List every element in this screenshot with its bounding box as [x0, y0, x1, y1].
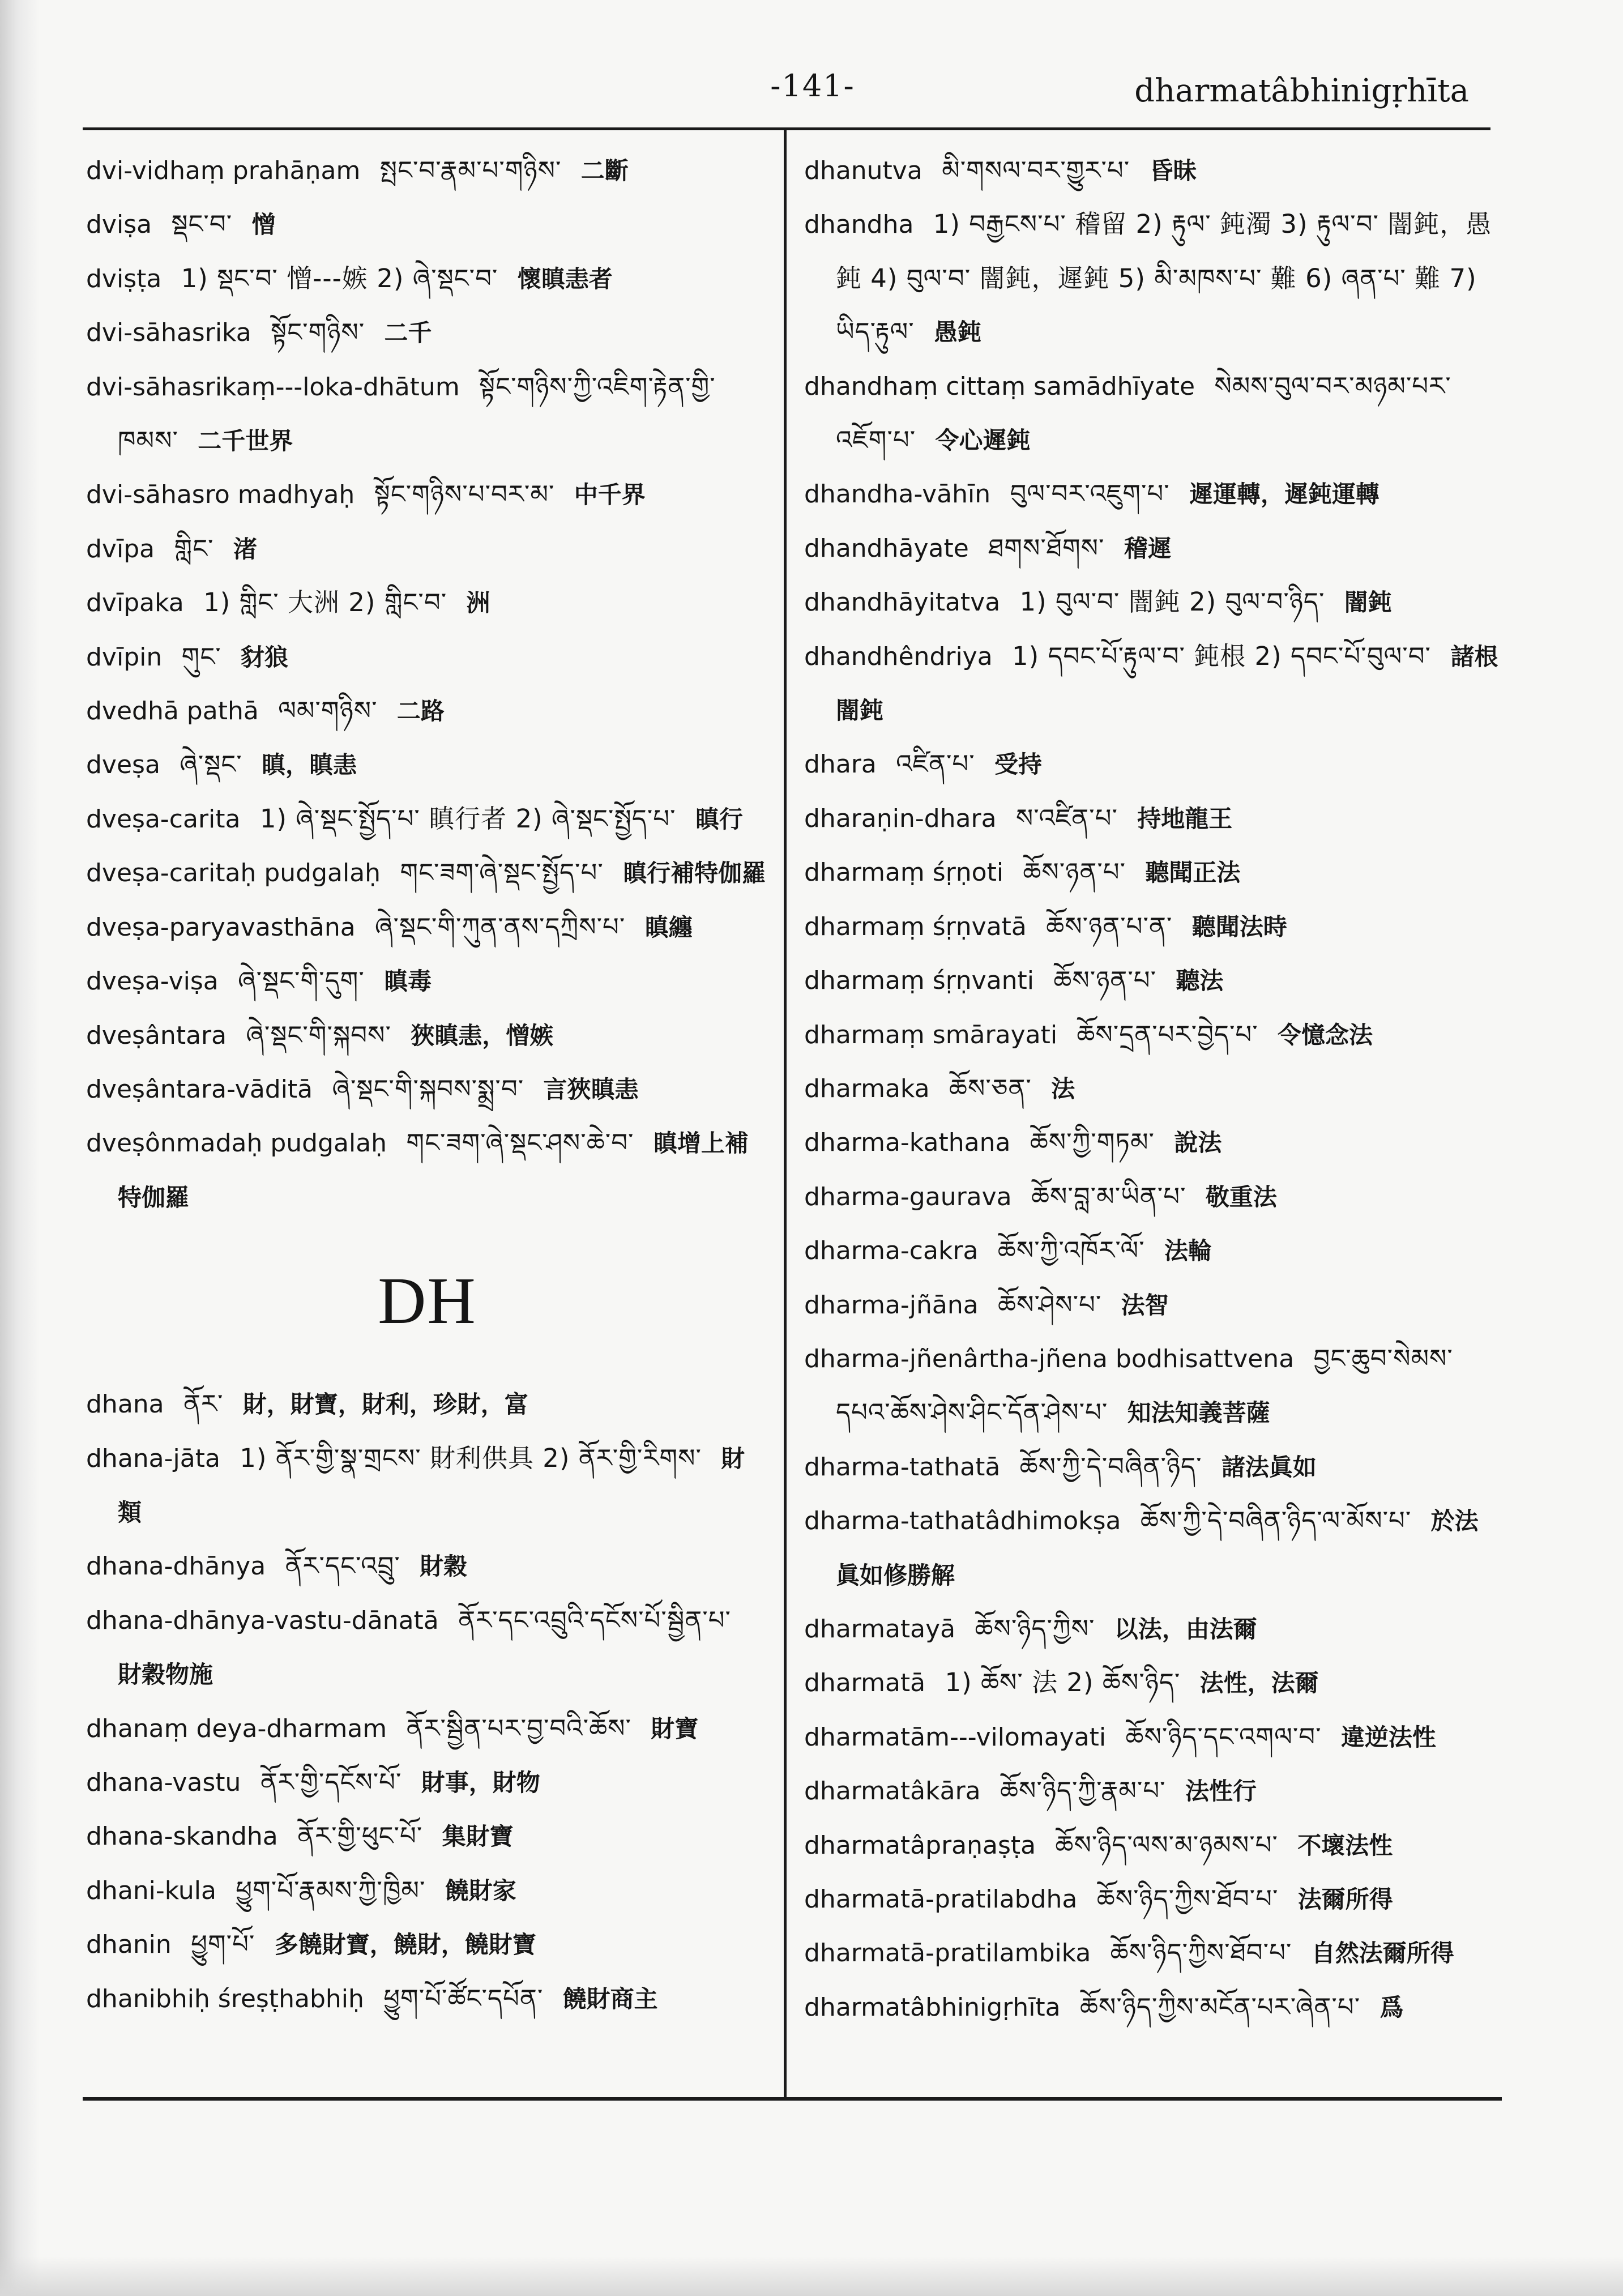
- entry-chinese: 財事，財物: [421, 1768, 540, 1796]
- entry-tibetan: 1) ཞེ་སྡང་སྤྱོད་པ་ 瞋行者 2) ཞེ་སྡང་སྤྱོད་པ་: [259, 803, 676, 834]
- entry-tibetan: 1) ཆོས་ 法 2) ཆོས་ཉིད་: [945, 1667, 1181, 1698]
- entry-chinese: 集財寶: [442, 1823, 514, 1851]
- dictionary-entry: [804, 575, 1501, 629]
- entry-tibetan: བྱང་ཆུབ་སེམས་དཔའ་ཆོས་ཤེས་ཤིང་དོན་ཤེས་པ་: [836, 1343, 1453, 1428]
- entry-chinese: 法輪: [1164, 1237, 1212, 1265]
- entry-tibetan: 1) ནོར་གྱི་སྣ་གྲངས་ 財利供具 2) ནོར་གྱི་རིགས་: [240, 1443, 702, 1473]
- entry-chinese: 受持: [994, 750, 1043, 779]
- entry-chinese: 瞋，瞋恚: [261, 751, 357, 779]
- entry-tibetan: མི་གསལ་བར་གྱུར་པ་: [942, 155, 1130, 185]
- dictionary-entry: [804, 1602, 1501, 1656]
- dictionary-entry: [86, 1377, 768, 1431]
- entry-headword: dharmatayā: [804, 1614, 956, 1644]
- dictionary-entry: [86, 1972, 768, 2026]
- entry-chinese: 瞋行補特伽羅: [623, 859, 766, 887]
- dictionary-entry: [86, 1594, 768, 1702]
- section-heading: DH: [378, 1264, 477, 1338]
- entry-tibetan: ལམ་གཉིས་: [278, 695, 378, 726]
- entry-chinese: 瞋纏: [644, 913, 693, 941]
- dictionary-entry: [804, 1062, 1501, 1116]
- entry-chinese: 聽聞法時: [1191, 912, 1287, 941]
- entry-chinese: 財穀: [420, 1552, 468, 1581]
- entry-headword: dveṣônmadaḥ pudgalaḥ: [86, 1129, 387, 1158]
- dictionary-entry: [804, 1764, 1501, 1818]
- dictionary-entry: [86, 1756, 768, 1810]
- entry-chinese: 昏昧: [1149, 157, 1197, 185]
- entry-headword: dhana-vastu: [86, 1768, 241, 1797]
- entry-headword: dharma-jñenârtha-jñena bodhisattvena: [804, 1344, 1295, 1373]
- entry-headword: dhanibhiḥ śreṣṭhabhiḥ: [86, 1984, 364, 2013]
- entry-headword: dhandhêndriya: [804, 642, 993, 671]
- entry-headword: dhandha: [804, 210, 914, 240]
- entry-tibetan: ཞེ་སྡང་གི་དུག་: [238, 966, 365, 996]
- entry-headword: dharma-tathatā: [804, 1452, 1001, 1482]
- entry-headword: dharmaṃ śṛṇvanti: [804, 966, 1035, 996]
- entry-chinese: 持地龍王: [1137, 804, 1233, 833]
- entry-chinese: 中千界: [574, 481, 646, 509]
- entry-tibetan: ཆོས་ཅན་: [949, 1073, 1032, 1103]
- dictionary-entry: [86, 792, 768, 846]
- entry-tibetan: ནོར་དང་འབྲུའི་དངོས་པོ་སྦྱིན་པ་: [458, 1604, 731, 1635]
- entry-tibetan: སེམས་བུལ་བར་མཉམ་པར་འཇོག་པ་: [836, 370, 1451, 455]
- entry-chinese: 多饒財寶，饒財，饒財寶: [274, 1931, 536, 1959]
- entry-chinese: 於法眞如修勝解: [836, 1507, 1479, 1589]
- entry-chinese: 饒財商主: [562, 1985, 658, 2013]
- entry-tibetan: ནོར་སྦྱིན་པར་བྱ་བའི་ཆོས་: [406, 1713, 631, 1743]
- page-number: -141-: [770, 68, 855, 104]
- dictionary-entry: [86, 522, 768, 576]
- dictionary-entry: [804, 1116, 1501, 1170]
- entry-tibetan: ཆོས་ཉིད་ལས་མ་ཉམས་པ་: [1055, 1829, 1278, 1860]
- dictionary-entry: [804, 1981, 1501, 2034]
- dictionary-entry: [804, 522, 1501, 575]
- entry-headword: dveṣântara-vāditā: [86, 1074, 313, 1104]
- entry-headword: dhanaṃ deya-dharmam: [86, 1714, 387, 1743]
- entry-headword: dveṣântara: [86, 1021, 227, 1050]
- entry-chinese: 洲: [466, 589, 490, 617]
- entry-headword: dviṣa: [86, 210, 152, 240]
- entry-tibetan: སྡང་བ་: [171, 209, 233, 240]
- entry-tibetan: སྟོང་གཉིས་: [271, 317, 365, 348]
- entry-headword: dhana: [86, 1390, 164, 1419]
- dictionary-entry: [804, 467, 1501, 521]
- dictionary-entry: [86, 1918, 768, 1971]
- entry-tibetan: ཞེ་སྡང་: [180, 749, 242, 780]
- dictionary-entry: [804, 1710, 1501, 1764]
- entry-chinese: 饒財家: [445, 1876, 516, 1905]
- entry-tibetan: སྟོང་གཉིས་ཀྱི་འཇིག་རྟེན་གྱི་ཁམས་: [118, 371, 716, 456]
- entry-chinese: 法: [1051, 1074, 1075, 1103]
- entry-headword: dhana-skandha: [86, 1822, 278, 1851]
- entry-headword: dharmaṃ śṛṇoti: [804, 858, 1004, 887]
- dictionary-entry: [804, 360, 1501, 468]
- dictionary-entry: [804, 1656, 1501, 1710]
- entry-chinese: 令心遲鈍: [935, 426, 1031, 455]
- entry-chinese: 稽遲: [1124, 534, 1172, 562]
- dictionary-entry: [86, 1539, 768, 1593]
- entry-tibetan: ཆོས་ཤེས་པ་: [998, 1289, 1102, 1320]
- entry-tibetan: ཐགས་ཐོགས་: [988, 532, 1105, 563]
- entry-tibetan: ཕྱུག་པོ་: [191, 1929, 255, 1960]
- dictionary-entry: [86, 144, 768, 198]
- dictionary-entry: [86, 630, 768, 684]
- entry-chinese: 言狹瞋恚: [543, 1075, 639, 1103]
- entry-tibetan: 1) སྡང་བ་ 憎---嫉 2) ཞེ་སྡང་བ་: [181, 263, 498, 293]
- entry-tibetan: ཆོས་ཉིད་ཀྱི་རྣམ་པ་: [1000, 1776, 1166, 1806]
- dictionary-entry: [86, 1702, 768, 1756]
- dictionary-entry: [86, 1864, 768, 1918]
- dictionary-entry: [86, 468, 768, 522]
- entry-chinese: 諸法眞如: [1221, 1453, 1317, 1481]
- entry-chinese: 以法，由法爾: [1114, 1615, 1257, 1643]
- entry-chinese: 財，財寶，財利，珍財，富: [242, 1390, 528, 1419]
- entry-tibetan: ཆོས་ཉིད་དང་འགལ་བ་: [1125, 1721, 1322, 1752]
- entry-tibetan: ས་འཛིན་པ་: [1015, 803, 1118, 833]
- entry-headword: dharma-gaurava: [804, 1182, 1012, 1211]
- left-column: [86, 144, 768, 2026]
- scan-shadow-bottom: [0, 2256, 1623, 2296]
- entry-tibetan: ཆོས་ཀྱི་དེ་བཞིན་ཉིད་ལ་མོས་པ་: [1140, 1505, 1412, 1536]
- entry-headword: dvedhā pathā: [86, 697, 259, 726]
- entry-chinese: 瞋行: [695, 805, 743, 833]
- entry-chinese: 聽聞正法: [1145, 859, 1241, 887]
- entry-headword: dhandha-vāhīn: [804, 480, 991, 509]
- entry-tibetan: ཆོས་ཉིད་ཀྱིས་མངོན་པར་ཞེན་པ་: [1079, 1991, 1361, 2022]
- running-head: dharmatâbhinigṛhīta: [1134, 72, 1469, 109]
- entry-chinese: 令憶念法: [1278, 1021, 1373, 1049]
- scan-shadow-left: [0, 0, 40, 2296]
- entry-chinese: 二千世界: [198, 427, 293, 455]
- entry-tibetan: བུལ་བར་འཇུག་པ་: [1010, 479, 1170, 509]
- entry-tibetan: ཆོས་ཉན་པ་ན་: [1046, 911, 1173, 941]
- header-rule: [83, 127, 1490, 130]
- entry-headword: dvīpaka: [86, 588, 184, 618]
- entry-headword: dvi-sāhasrika: [86, 318, 251, 348]
- entry-headword: dharmatā-pratilabdha: [804, 1885, 1078, 1914]
- footer-rule: [83, 2097, 1502, 2101]
- entry-chinese: 二路: [396, 697, 445, 725]
- entry-chinese: 豺狼: [240, 643, 288, 671]
- entry-headword: dveṣa-caritaḥ pudgalaḥ: [86, 859, 381, 888]
- entry-tibetan: ཆོས་ཉིད་ཀྱིས་ཐོབ་པ་: [1096, 1884, 1279, 1914]
- entry-chinese: 違逆法性: [1340, 1723, 1436, 1751]
- dictionary-entry: [804, 1819, 1501, 1872]
- entry-headword: dvi-vidhaṃ prahāṇam: [86, 156, 361, 185]
- dictionary-entry: [86, 684, 768, 738]
- dictionary-entry: [86, 1116, 768, 1224]
- dictionary-entry: [804, 630, 1501, 738]
- entry-headword: dviṣṭa: [86, 264, 162, 293]
- dictionary-entry: [86, 1062, 768, 1116]
- entry-tibetan: 1) གླིང་ 大洲 2) གླིང་བ་: [203, 587, 447, 618]
- entry-headword: dhandhaṃ cittaṃ samādhīyate: [804, 372, 1195, 401]
- entry-chinese: 憎: [251, 211, 276, 239]
- entry-headword: dharmaka: [804, 1074, 930, 1103]
- column-divider: [784, 129, 787, 2099]
- entry-headword: dhandhāyitatva: [804, 588, 1001, 617]
- left-entries-dv: [86, 144, 768, 1224]
- dictionary-entry: [804, 737, 1501, 791]
- dictionary-entry: [804, 1926, 1501, 1980]
- entry-tibetan: གླིང་: [174, 533, 214, 564]
- entry-tibetan: 1) དབང་པོ་རྟུལ་བ་ 鈍根 2) དབང་པོ་བུལ་བ་: [1012, 641, 1431, 671]
- entry-tibetan: ཞེ་སྡང་གི་ཀུན་ནས་དཀྲིས་པ་: [374, 911, 626, 942]
- entry-headword: dvīpa: [86, 534, 155, 564]
- entry-headword: dharma-tathatâdhimokṣa: [804, 1507, 1121, 1536]
- dictionary-entry: [86, 252, 768, 306]
- entry-tibetan: ཕྱུག་པོ་ཚོང་དཔོན་: [383, 1983, 544, 2013]
- entry-tibetan: གང་ཟག་ཞེ་སྡང་ཤས་ཆེ་བ་: [406, 1128, 634, 1158]
- entry-tibetan: ཞེ་སྡང་གི་སྐབས་: [246, 1019, 391, 1050]
- entry-headword: dhanutva: [804, 156, 922, 185]
- entry-tibetan: ཆོས་ཉིད་ཀྱིས་: [975, 1613, 1095, 1644]
- entry-chinese: 爲: [1379, 1993, 1404, 2021]
- dictionary-entry: [86, 1432, 768, 1540]
- entry-headword: dvi-sāhasro madhyaḥ: [86, 480, 355, 510]
- entry-tibetan: ནོར་དང་འབྲུ་: [285, 1551, 400, 1581]
- right-entries: [804, 144, 1501, 2034]
- dictionary-entry: [86, 306, 768, 360]
- dictionary-entry: [804, 792, 1501, 846]
- entry-chinese: 聽法: [1176, 967, 1224, 995]
- entry-tibetan: ཆོས་ཉན་པ་: [1023, 857, 1126, 887]
- entry-chinese: 財穀物施: [118, 1661, 213, 1689]
- entry-headword: dharmatām---vilomayati: [804, 1722, 1107, 1752]
- entry-headword: dvīpin: [86, 642, 163, 672]
- dictionary-entry: [804, 1332, 1501, 1440]
- entry-headword: dharma-kathana: [804, 1128, 1011, 1158]
- entry-headword: dharmatâbhinigṛhīta: [804, 1992, 1061, 2022]
- dictionary-entry: [804, 900, 1501, 954]
- entry-chinese: 知法知義菩薩: [1127, 1399, 1270, 1427]
- entry-headword: dhana-dhānya: [86, 1552, 266, 1581]
- entry-chinese: 法爾所得: [1297, 1885, 1393, 1913]
- entry-chinese: 渚: [233, 535, 257, 563]
- dictionary-entry: [86, 198, 768, 251]
- entry-tibetan: ཕྱུག་པོ་རྣམས་ཀྱི་ཁྱིམ་: [236, 1875, 426, 1905]
- dictionary-entry: [804, 954, 1501, 1008]
- entry-chinese: 財寶: [651, 1714, 699, 1743]
- entry-headword: dhana-dhānya-vastu-dānatā: [86, 1606, 439, 1635]
- entry-tibetan: འཛིན་པ་: [896, 749, 975, 779]
- dictionary-entry: [804, 1278, 1501, 1332]
- entry-headword: dharmaṃ smārayati: [804, 1020, 1058, 1049]
- right-column: [804, 144, 1501, 2034]
- entry-chinese: 瞋增上補特伽羅: [118, 1129, 749, 1211]
- entry-tibetan: ཆོས་བླ་མ་ཡིན་པ་: [1031, 1181, 1186, 1211]
- entry-chinese: 法性行: [1185, 1777, 1257, 1806]
- entry-chinese: 懷瞋恚者: [517, 264, 613, 293]
- entry-chinese: 敬重法: [1205, 1183, 1277, 1211]
- entry-headword: dharmatā: [804, 1668, 926, 1698]
- entry-tibetan: ནོར་གྱི་ཕུང་པོ་: [297, 1821, 423, 1851]
- dictionary-entry: [86, 1810, 768, 1863]
- entry-headword: dhandhāyate: [804, 534, 969, 563]
- entry-tibetan: ནོར་གྱི་དངོས་པོ་: [260, 1766, 402, 1797]
- dictionary-entry: [804, 1224, 1501, 1278]
- dictionary-entry: [804, 1872, 1501, 1926]
- dictionary-entry: [804, 1494, 1501, 1602]
- dictionary-entry: [86, 901, 768, 954]
- entry-chinese: 說法: [1174, 1129, 1222, 1157]
- entry-chinese: 遲運轉，遲鈍運轉: [1189, 480, 1380, 509]
- entry-chinese: 諸根闇鈍: [836, 642, 1498, 725]
- left-entries-dh: [86, 1377, 768, 2026]
- dictionary-entry: [86, 954, 768, 1008]
- entry-tibetan: ནོར་: [183, 1389, 224, 1419]
- entry-chinese: 瞋毒: [384, 967, 432, 996]
- dictionary-entry: [804, 1008, 1501, 1062]
- entry-headword: dharmatâpraṇaṣṭa: [804, 1830, 1036, 1860]
- dictionary-entry: [86, 846, 768, 900]
- entry-tibetan: ཞེ་སྡང་གི་སྐབས་སྨྲ་བ་: [332, 1073, 524, 1104]
- entry-chinese: 法智: [1121, 1291, 1169, 1319]
- entry-headword: dveṣa-carita: [86, 804, 241, 834]
- entry-headword: dvi-sāhasrikaṃ---loka-dhātum: [86, 372, 460, 402]
- entry-headword: dhana-jāta: [86, 1444, 220, 1473]
- entry-chinese: 不壞法性: [1297, 1831, 1393, 1859]
- entry-headword: dharmatā-pratilambika: [804, 1939, 1091, 1968]
- dictionary-entry: [86, 360, 768, 468]
- entry-chinese: 二千: [384, 319, 432, 347]
- dictionary-entry: [804, 1170, 1501, 1224]
- entry-tibetan: ཆོས་ཉིད་ཀྱིས་ཐོབ་པ་: [1110, 1937, 1292, 1968]
- entry-tibetan: གུང་: [181, 641, 221, 672]
- entry-headword: dveṣa-paryavasthāna: [86, 912, 356, 942]
- dictionary-entry: [804, 198, 1501, 359]
- entry-tibetan: 1) བུལ་བ་ 闇鈍 2) བུལ་བ་ཉིད་: [1019, 587, 1325, 617]
- entry-headword: dharaṇin-dhara: [804, 804, 997, 833]
- entry-headword: dveṣa: [86, 750, 160, 780]
- entry-chinese: 二斷: [580, 157, 629, 185]
- entry-headword: dharma-cakra: [804, 1236, 979, 1266]
- dictionary-entry: [86, 1009, 768, 1062]
- entry-tibetan: ཆོས་ཀྱི་དེ་བཞིན་ཉིད་: [1019, 1451, 1202, 1482]
- entry-tibetan: ཆོས་ཉན་པ་: [1053, 965, 1157, 996]
- entry-chinese: 狹瞋恚，憎嫉: [411, 1021, 554, 1049]
- dictionary-entry: [86, 576, 768, 630]
- entry-tibetan: གང་ཟག་ཞེ་སྡང་སྤྱོད་པ་: [400, 857, 604, 888]
- entry-tibetan: ཆོས་དྲན་པར་བྱེད་པ་: [1077, 1019, 1258, 1049]
- entry-chinese: 法性，法爾: [1199, 1669, 1319, 1697]
- entry-chinese: 愚鈍: [933, 318, 981, 347]
- entry-tibetan: ཆོས་ཀྱི་འཁོར་ལོ་: [997, 1235, 1145, 1266]
- entry-headword: dhani-kula: [86, 1876, 216, 1905]
- entry-headword: dhara: [804, 750, 877, 779]
- entry-tibetan: སྤང་བ་རྣམ་པ་གཉིས་: [379, 155, 562, 185]
- dictionary-entry: [804, 144, 1501, 198]
- dictionary-entry: [804, 846, 1501, 899]
- entry-chinese: 闇鈍: [1344, 588, 1392, 617]
- entry-headword: dharma-jñāna: [804, 1290, 979, 1320]
- entry-chinese: 財類: [118, 1444, 745, 1526]
- entry-tibetan: སྟོང་གཉིས་པ་བར་མ་: [374, 479, 555, 510]
- entry-tibetan: 1) བརྒྱངས་པ་ 稽留 2) རྟུལ་ 鈍濁 3) རྟུལ་བ་ 闇鈍，愚鈍 4) བུལ་བ་ 闇鈍，遲鈍 5) མི་མཁས་པ་ 難 6) ཞན་པ་ 難 7) ཡིད་རྟུལ་: [836, 209, 1492, 347]
- dictionary-entry: [86, 738, 768, 792]
- entry-headword: dharmatâkāra: [804, 1777, 981, 1806]
- entry-headword: dhanin: [86, 1930, 172, 1960]
- entry-headword: dharmaṃ śṛṇvatā: [804, 912, 1027, 941]
- entry-headword: dveṣa-viṣa: [86, 967, 219, 996]
- entry-tibetan: ཆོས་ཀྱི་གཏམ་: [1030, 1127, 1155, 1158]
- dictionary-entry: [804, 1440, 1501, 1494]
- entry-chinese: 自然法爾所得: [1311, 1939, 1454, 1968]
